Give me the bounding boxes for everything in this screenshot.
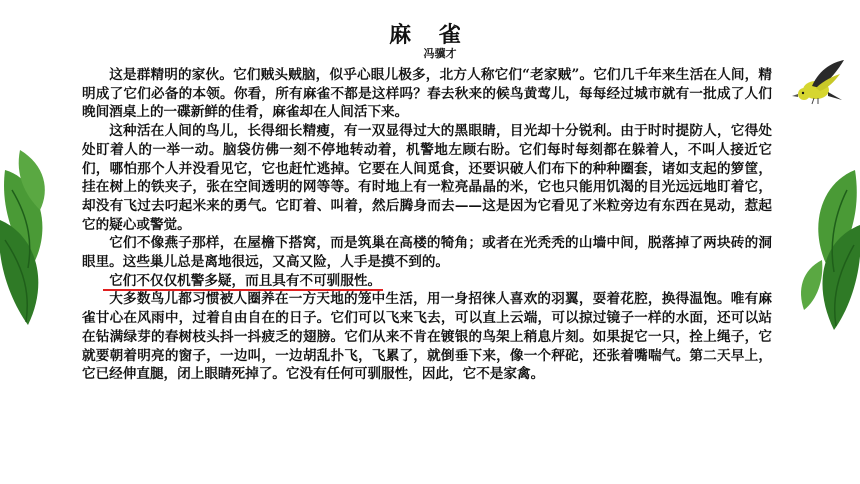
- left-leaf-decoration: [0, 150, 70, 340]
- paragraph-4-highlighted: 它们不仅仅机警多疑，而且具有不可驯服性。: [109, 272, 382, 289]
- paragraph-1: 这是群精明的家伙。它们贼头贼脑，似乎心眼儿极多，北方人称它们“老家贼”。它们几千年来生活在人间，精明成了它们必备的本领。你看，所有麻雀不都是这样吗？春去秋来的候鸟黄莺儿，每每经过城市就有一批成了人们晚间酒桌上的一碟新鲜的佳肴，麻雀却在人间活下来。: [82, 67, 772, 121]
- bird-icon: [790, 58, 846, 114]
- paragraph-3: 它们不像燕子那样，在屋檐下搭窝，而是筑巢在高楼的犄角；或者在光秃秃的山墙中间，脱落掉了两块砖的洞眼里。这些巢儿总是离地很远，又高又险，人手是摸不到的。: [82, 235, 772, 271]
- red-underline-annotation: [103, 289, 383, 291]
- document-author: 冯骥才: [423, 47, 457, 60]
- right-leaf-decoration: [792, 160, 860, 340]
- paragraph-2: 这种活在人间的鸟儿，长得细长精瘦，有一双显得过大的黑眼睛，目光却十分锐利。由于时时提防人，它得处处盯着人的一举一动。脑袋仿佛一刻不停地转动着，机警地左顾右盼。它们每时每刻都在躲着人，不叫人接近它们，哪怕那个人并没看见它，它也赶忙逃掉。它要在人间觅食，还要识破人们布下的种种圈套，诸如支起的箩筐，挂在树上的铁夹子，张在空间透明的网等等。有时地上有一粒亮晶晶的米，它也只能用饥渴的目光远远地盯着它，却没有飞过去叼起米来的勇气。它盯着、叫着，然后腾身而去——这是因为它看见了米粒旁边有东西在晃动，惹起它的疑心或警觉。: [82, 123, 772, 233]
- paragraph-5: 大多数鸟儿都习惯被人圈养在一方天地的笼中生活，用一身招徕人喜欢的羽翼，耍着花腔，换得温饱。唯有麻雀甘心在风雨中，过着自由自在的日子。它们可以飞来飞去，可以直上云端，可以掠过镜子一样的水面，还可以站在钻满绿芽的春树枝头抖一抖疲乏的翅膀。它们从来不肯在镀银的鸟架上稍息片刻。如果捉它一只，拴上绳子，它就要朝着明亮的窗子，一边叫，一边胡乱扑飞，飞累了，就倒垂下来，像一个秤砣，还张着嘴喘气。第二天早上，它已经伸直腿，闭上眼睛死掉了。它没有任何可驯服性，因此，它不是家禽。: [82, 291, 772, 383]
- document-body: [82, 66, 772, 384]
- document-title: 麻 雀: [389, 22, 471, 48]
